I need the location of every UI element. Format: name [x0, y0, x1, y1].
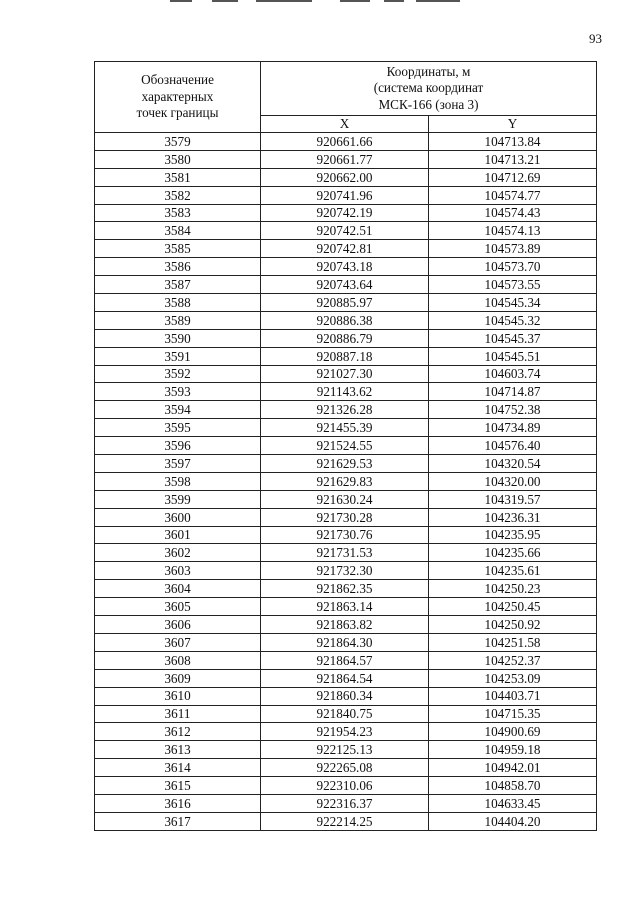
- table-row: [95, 222, 597, 240]
- point-number-cell: 3613: [95, 741, 261, 759]
- table-row: [95, 562, 597, 580]
- table-row: [95, 401, 597, 419]
- table-row: [95, 812, 597, 830]
- point-number-cell: 3581: [95, 168, 261, 186]
- point-number-cell: 3585: [95, 240, 261, 258]
- x-coordinate-cell: 920662.00: [261, 168, 429, 186]
- point-number-cell: 3588: [95, 294, 261, 312]
- point-number-cell: 3584: [95, 222, 261, 240]
- y-coordinate-cell: 104712.69: [429, 168, 597, 186]
- x-coordinate-cell: 921629.53: [261, 455, 429, 473]
- y-coordinate-cell: 104250.23: [429, 580, 597, 598]
- x-coordinate-cell: 922125.13: [261, 741, 429, 759]
- y-coordinate-cell: 104545.34: [429, 294, 597, 312]
- x-coordinate-cell: 920742.81: [261, 240, 429, 258]
- y-coordinate-cell: 104250.92: [429, 616, 597, 634]
- x-coordinate-cell: 921864.30: [261, 633, 429, 651]
- y-column-header: Y: [429, 116, 597, 133]
- coordinates-table-body: [95, 133, 597, 831]
- point-number-cell: 3603: [95, 562, 261, 580]
- y-coordinate-cell: 104752.38: [429, 401, 597, 419]
- x-coordinate-cell: 921143.62: [261, 383, 429, 401]
- y-coordinate-cell: 104574.13: [429, 222, 597, 240]
- y-coordinate-cell: 104715.35: [429, 705, 597, 723]
- scan-artifact-marks: [170, 0, 460, 3]
- table-row: [95, 472, 597, 490]
- table-row: [95, 777, 597, 795]
- table-row: [95, 347, 597, 365]
- y-coordinate-cell: 104545.51: [429, 347, 597, 365]
- table-row: [95, 723, 597, 741]
- point-number-cell: 3594: [95, 401, 261, 419]
- y-coordinate-cell: 104576.40: [429, 437, 597, 455]
- y-coordinate-cell: 104714.87: [429, 383, 597, 401]
- x-coordinate-cell: 921730.28: [261, 508, 429, 526]
- y-coordinate-cell: 104235.95: [429, 526, 597, 544]
- x-coordinate-cell: 921455.39: [261, 419, 429, 437]
- y-coordinate-cell: 104253.09: [429, 669, 597, 687]
- x-coordinate-cell: 920743.18: [261, 258, 429, 276]
- y-coordinate-cell: 104573.89: [429, 240, 597, 258]
- point-number-cell: 3609: [95, 669, 261, 687]
- table-row: [95, 437, 597, 455]
- coordinates-table: [94, 61, 597, 831]
- x-coordinate-cell: 921027.30: [261, 365, 429, 383]
- y-coordinate-cell: 104404.20: [429, 812, 597, 830]
- x-coordinate-cell: 921863.14: [261, 598, 429, 616]
- y-coordinate-cell: 104734.89: [429, 419, 597, 437]
- point-number-cell: 3595: [95, 419, 261, 437]
- y-coordinate-cell: 104320.00: [429, 472, 597, 490]
- x-coordinate-cell: 920743.64: [261, 276, 429, 294]
- point-number-cell: 3601: [95, 526, 261, 544]
- y-coordinate-cell: 104250.45: [429, 598, 597, 616]
- x-coordinate-cell: 920742.51: [261, 222, 429, 240]
- table-row: [95, 759, 597, 777]
- y-coordinate-cell: 104252.37: [429, 651, 597, 669]
- table-row: [95, 204, 597, 222]
- table-row: [95, 741, 597, 759]
- point-number-cell: 3580: [95, 150, 261, 168]
- table-row: [95, 794, 597, 812]
- y-coordinate-cell: 104858.70: [429, 777, 597, 795]
- x-coordinate-cell: 920886.79: [261, 329, 429, 347]
- table-row: [95, 633, 597, 651]
- table-row: [95, 419, 597, 437]
- point-number-cell: 3583: [95, 204, 261, 222]
- y-coordinate-cell: 104236.31: [429, 508, 597, 526]
- point-number-cell: 3612: [95, 723, 261, 741]
- x-coordinate-cell: 921730.76: [261, 526, 429, 544]
- y-coordinate-cell: 104633.45: [429, 794, 597, 812]
- x-coordinate-cell: 921731.53: [261, 544, 429, 562]
- point-number-cell: 3582: [95, 186, 261, 204]
- point-number-cell: 3589: [95, 311, 261, 329]
- point-number-cell: 3610: [95, 687, 261, 705]
- x-coordinate-cell: 922214.25: [261, 812, 429, 830]
- x-coordinate-cell: 921863.82: [261, 616, 429, 634]
- x-coordinate-cell: 921840.75: [261, 705, 429, 723]
- y-coordinate-cell: 104235.61: [429, 562, 597, 580]
- table-row: [95, 168, 597, 186]
- x-coordinate-cell: 921954.23: [261, 723, 429, 741]
- point-number-cell: 3592: [95, 365, 261, 383]
- table-row: [95, 544, 597, 562]
- table-row: [95, 294, 597, 312]
- table-row: [95, 276, 597, 294]
- x-coordinate-cell: 920885.97: [261, 294, 429, 312]
- y-coordinate-cell: 104713.21: [429, 150, 597, 168]
- y-coordinate-cell: 104573.55: [429, 276, 597, 294]
- y-coordinate-cell: 104545.37: [429, 329, 597, 347]
- x-coordinate-cell: 921630.24: [261, 490, 429, 508]
- y-coordinate-cell: 104900.69: [429, 723, 597, 741]
- point-designation-header: Обозначение характерных точек границы: [95, 62, 261, 133]
- table-row: [95, 133, 597, 151]
- table-row: [95, 705, 597, 723]
- x-coordinate-cell: 920887.18: [261, 347, 429, 365]
- point-number-cell: 3597: [95, 455, 261, 473]
- y-coordinate-cell: 104403.71: [429, 687, 597, 705]
- point-number-cell: 3579: [95, 133, 261, 151]
- table-row: [95, 329, 597, 347]
- table-row: [95, 150, 597, 168]
- point-number-cell: 3616: [95, 794, 261, 812]
- y-coordinate-cell: 104251.58: [429, 633, 597, 651]
- y-coordinate-cell: 104574.77: [429, 186, 597, 204]
- x-coordinate-cell: 921524.55: [261, 437, 429, 455]
- point-number-cell: 3596: [95, 437, 261, 455]
- point-number-cell: 3614: [95, 759, 261, 777]
- table-row: [95, 258, 597, 276]
- point-number-cell: 3598: [95, 472, 261, 490]
- table-row: [95, 508, 597, 526]
- y-coordinate-cell: 104235.66: [429, 544, 597, 562]
- page-number: 93: [589, 31, 602, 46]
- x-coordinate-cell: 921732.30: [261, 562, 429, 580]
- x-coordinate-cell: 921864.54: [261, 669, 429, 687]
- table-row: [95, 455, 597, 473]
- point-number-cell: 3604: [95, 580, 261, 598]
- x-column-header: X: [261, 116, 429, 133]
- table-row: [95, 526, 597, 544]
- y-coordinate-cell: 104573.70: [429, 258, 597, 276]
- x-coordinate-cell: 921326.28: [261, 401, 429, 419]
- x-coordinate-cell: 920661.66: [261, 133, 429, 151]
- x-coordinate-cell: 920886.38: [261, 311, 429, 329]
- x-coordinate-cell: 922265.08: [261, 759, 429, 777]
- y-coordinate-cell: 104320.54: [429, 455, 597, 473]
- x-coordinate-cell: 921862.35: [261, 580, 429, 598]
- table-row: [95, 580, 597, 598]
- y-coordinate-cell: 104942.01: [429, 759, 597, 777]
- table-row: [95, 240, 597, 258]
- point-number-cell: 3591: [95, 347, 261, 365]
- point-number-cell: 3590: [95, 329, 261, 347]
- point-number-cell: 3611: [95, 705, 261, 723]
- point-number-cell: 3586: [95, 258, 261, 276]
- y-coordinate-cell: 104574.43: [429, 204, 597, 222]
- point-number-cell: 3602: [95, 544, 261, 562]
- x-coordinate-cell: 922310.06: [261, 777, 429, 795]
- table-row: [95, 365, 597, 383]
- y-coordinate-cell: 104545.32: [429, 311, 597, 329]
- point-number-cell: 3606: [95, 616, 261, 634]
- x-coordinate-cell: 920742.19: [261, 204, 429, 222]
- x-coordinate-cell: 921864.57: [261, 651, 429, 669]
- table-row: [95, 490, 597, 508]
- table-row: [95, 186, 597, 204]
- y-coordinate-cell: 104713.84: [429, 133, 597, 151]
- point-number-cell: 3587: [95, 276, 261, 294]
- x-coordinate-cell: 921629.83: [261, 472, 429, 490]
- table-row: [95, 669, 597, 687]
- x-coordinate-cell: 920741.96: [261, 186, 429, 204]
- point-number-cell: 3608: [95, 651, 261, 669]
- point-number-cell: 3607: [95, 633, 261, 651]
- y-coordinate-cell: 104959.18: [429, 741, 597, 759]
- point-number-cell: 3599: [95, 490, 261, 508]
- table-row: [95, 651, 597, 669]
- x-coordinate-cell: 920661.77: [261, 150, 429, 168]
- coordinates-header: Координаты, м (система координат МСК-166 (зона 3): [261, 62, 597, 116]
- point-number-cell: 3605: [95, 598, 261, 616]
- table-row: [95, 616, 597, 634]
- point-number-cell: 3593: [95, 383, 261, 401]
- y-coordinate-cell: 104603.74: [429, 365, 597, 383]
- point-number-cell: 3615: [95, 777, 261, 795]
- y-coordinate-cell: 104319.57: [429, 490, 597, 508]
- point-number-cell: 3617: [95, 812, 261, 830]
- table-row: [95, 383, 597, 401]
- point-number-cell: 3600: [95, 508, 261, 526]
- table-row: [95, 687, 597, 705]
- table-row: [95, 311, 597, 329]
- table-row: [95, 598, 597, 616]
- x-coordinate-cell: 922316.37: [261, 794, 429, 812]
- x-coordinate-cell: 921860.34: [261, 687, 429, 705]
